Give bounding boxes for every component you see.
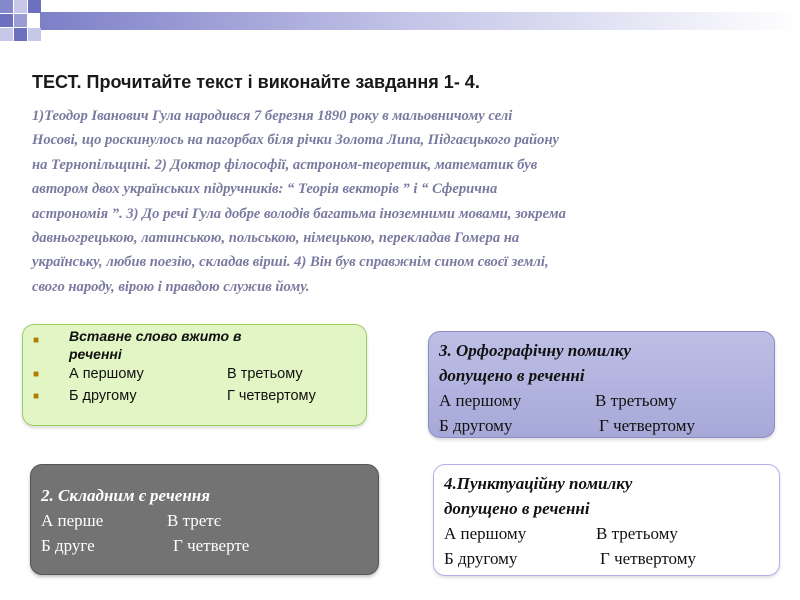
deco-square: [14, 28, 27, 41]
option-g[interactable]: Г четверте: [173, 536, 250, 555]
question-2-content: [41, 483, 250, 558]
deco-square: [28, 0, 41, 13]
option-b[interactable]: Б другому: [69, 388, 137, 404]
prompt-line: 4.Пунктуаційну помилку: [444, 474, 633, 493]
deco-square: [0, 14, 13, 27]
question-3-box: [428, 331, 775, 438]
option-g[interactable]: Г четвертому: [600, 549, 696, 568]
option-v[interactable]: В третьому: [227, 366, 303, 382]
bullet-icon: ■: [33, 369, 40, 380]
header-decoration: [0, 0, 800, 48]
bullet-icon: ■: [33, 391, 40, 402]
deco-square: [14, 0, 27, 13]
deco-square: [14, 14, 27, 27]
option-v[interactable]: В третьому: [596, 524, 678, 543]
option-b[interactable]: Б другому: [439, 416, 513, 435]
text-line: автором двох українських підручників: “ Теорія векторів ” і “ Сферична: [32, 181, 498, 198]
option-a[interactable]: А першому: [444, 524, 527, 543]
question-1-prompt: [69, 327, 241, 363]
option-g[interactable]: Г четвертому: [599, 416, 695, 435]
text-line: українську, любив поезію, складав вірші. 4) Він був справжнім сином своєї землі,: [32, 254, 549, 271]
option-a[interactable]: А першому: [69, 366, 144, 382]
prompt-line: реченні: [69, 346, 122, 362]
deco-square: [28, 28, 41, 41]
text-line: астрономія ”. 3) До речі Гула добре володів багатьма іноземними мовами, зокрема: [32, 205, 566, 222]
option-b[interactable]: Б друге: [41, 536, 95, 555]
option-a[interactable]: А першому: [439, 391, 522, 410]
question-1-box: [22, 324, 367, 426]
prompt-line: 3. Орфографічну помилку: [439, 341, 632, 360]
text-line: давньогрецькою, латинською, польською, німецькою, перекладав Гомера на: [32, 230, 520, 247]
text-line: на Тернопільщині. 2) Доктор філософії, астроном-теоретик, математик був: [32, 156, 538, 173]
prompt-line: Вставне слово вжито в: [69, 328, 242, 344]
reading-text: [32, 104, 777, 299]
question-4-box: [433, 464, 780, 576]
option-g[interactable]: Г четвертому: [227, 388, 316, 404]
page-title: ТЕСТ. Прочитайте текст і виконайте завдання 1- 4.: [32, 72, 480, 92]
header-gradient-bar: [40, 12, 800, 30]
question-4-prompt: [444, 471, 632, 521]
text-line: Носові, що роскинулось на пагорбах біля річки Золота Липа, Підгаєцького району: [32, 132, 560, 149]
question-3-content: [439, 338, 695, 438]
prompt-line: допущено в реченні: [439, 366, 585, 385]
deco-square: [0, 0, 13, 13]
option-b[interactable]: Б другому: [444, 549, 518, 568]
text-line: свого народу, вірою і правдою служив йому.: [32, 278, 310, 295]
option-a[interactable]: А перше: [41, 511, 104, 530]
option-v[interactable]: В третє: [167, 511, 221, 530]
question-4-content: [444, 471, 696, 571]
deco-square: [0, 28, 13, 41]
question-3-prompt: [439, 338, 631, 388]
question-2-box: [30, 464, 379, 575]
prompt-line: допущено в реченні: [444, 499, 590, 518]
question-2-prompt: 2. Складним є речення: [41, 486, 210, 505]
option-v[interactable]: В третьому: [595, 391, 677, 410]
bullet-icon: ■: [33, 335, 40, 346]
text-line: 1)Теодор Іванович Гула народився 7 березня 1890 року в мальовничому селі: [32, 108, 513, 124]
